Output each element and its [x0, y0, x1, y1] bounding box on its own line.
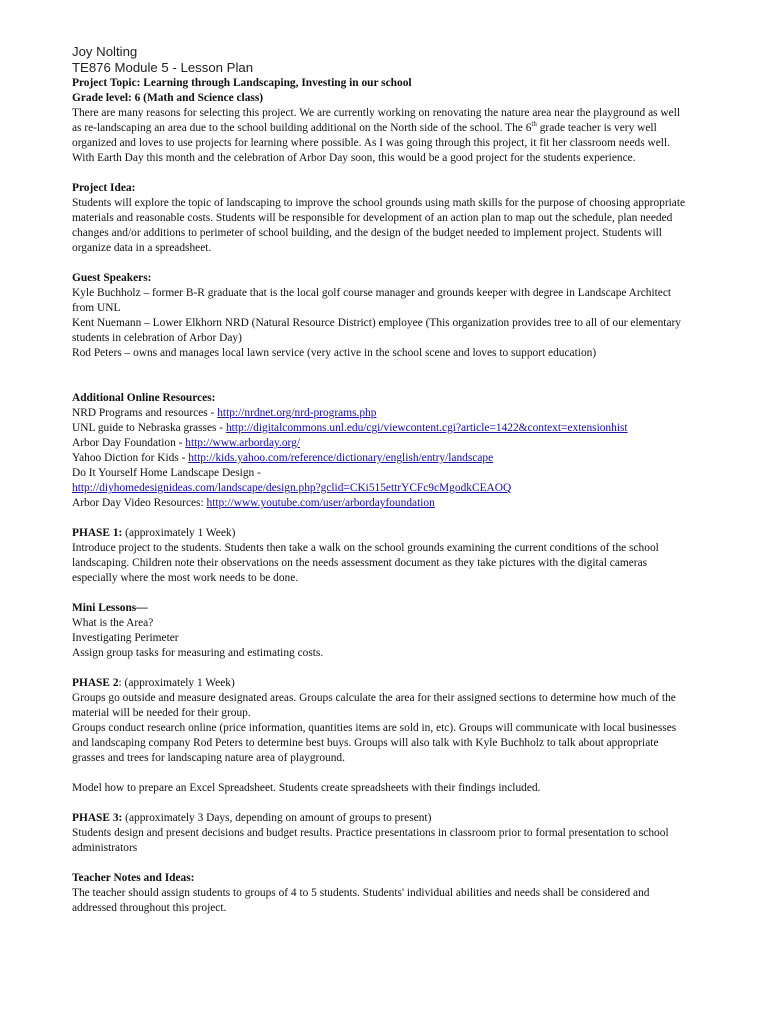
project-idea-text: Students will explore the topic of landscaping to improve the school grounds using math skills for the purpose of choosing appropriate materials and reasonable costs. Students will be responsible for development of an action plan to map out the schedule, plan needed changes and/or additions to perimeter of school building, and the design of the budget needed to implement project. Students will organize data in a spreadsheet.	[72, 197, 686, 254]
resource-item	[72, 406, 692, 421]
resource-label: Arbor Day Foundation -	[72, 437, 186, 449]
phase1-duration: (approximately 1 Week)	[122, 527, 236, 539]
module-title: TE876 Module 5 - Lesson Plan	[72, 60, 254, 75]
intro-text-1: There are many reasons for selecting this project. We are currently working on renovating the nature area near the playground as well as re-landscaping an area due to the school building additional on the North side of the school. The 6	[72, 107, 681, 134]
mini-lesson-item: Assign group tasks for measuring and estimating costs.	[72, 647, 324, 659]
resource-link[interactable]: http://diyhomedesignideas.com/landscape/design.php?gclid=CKi515ettrYCFc9cMgodkCEAOQ	[72, 482, 512, 494]
resource-item	[72, 496, 692, 511]
resource-label: NRD Programs and resources -	[72, 407, 218, 419]
project-topic: Project Topic: Learning through Landscaping, Investing in our school	[72, 77, 412, 89]
resource-item	[72, 481, 692, 496]
resource-link[interactable]: http://nrdnet.org/nrd-programs.php	[217, 407, 377, 419]
resource-item	[72, 451, 692, 466]
mini-lessons-heading: Mini Lessons—	[72, 602, 148, 614]
intro-text-2: grade teacher is very well organized and loves to use projects for learning where possible. As I was going through this project, it fit her classroom needs well. With Earth Day this month and the celebration of Arbor Day soon, this would be a good project for the students experience.	[72, 122, 670, 164]
project-idea-heading: Project Idea:	[72, 182, 136, 194]
ordinal-suffix: th	[531, 120, 537, 129]
author-name: Joy Nolting	[72, 44, 138, 59]
phase1-heading: PHASE 1:	[72, 527, 123, 539]
resource-link[interactable]: http://kids.yahoo.com/reference/dictionary/english/entry/landscape	[188, 452, 494, 464]
mini-lesson-item: What is the Area?	[72, 617, 154, 629]
guest-speaker-item: Kyle Buchholz – former B-R graduate that is the local golf course manager and grounds keeper with degree in Landscape Architect from UNL	[72, 287, 672, 314]
resources-heading: Additional Online Resources:	[72, 392, 216, 404]
grade-level: Grade level: 6 (Math and Science class)	[72, 92, 264, 104]
resource-label: Do It Yourself Home Landscape Design -	[72, 467, 261, 479]
phase3-text: Students design and present decisions and budget results. Practice presentations in classroom prior to formal presentation to school administrators	[72, 827, 669, 854]
phase1-text: Introduce project to the students. Students then take a walk on the school grounds examining the current conditions of the school landscaping. Children note their observations on the needs assessment document as they take pictures with the digital cameras especially where the most work needs to be done.	[72, 542, 659, 584]
phase1-title	[72, 526, 692, 541]
teacher-notes-heading: Teacher Notes and Ideas:	[72, 872, 195, 884]
resource-label: Yahoo Diction for Kids -	[72, 452, 189, 464]
guest-speaker-item: Rod Peters – owns and manages local lawn service (very active in the school scene and loves to support education)	[72, 347, 597, 359]
phase2-duration: : (approximately 1 Week)	[118, 677, 235, 689]
guest-speaker-item: Kent Nuemann – Lower Elkhorn NRD (Natural Resource District) employee (This organization provides tree to all of our elementary students in celebration of Arbor Day)	[72, 317, 681, 344]
guest-speakers-heading: Guest Speakers:	[72, 272, 152, 284]
resource-item	[72, 436, 692, 451]
resource-item	[72, 421, 692, 436]
resource-link[interactable]: http://digitalcommons.unl.edu/cgi/viewcontent.cgi?article=1422&context=extensionhist	[225, 422, 628, 434]
phase2-text: Model how to prepare an Excel Spreadsheet. Students create spreadsheets with their findings included.	[72, 782, 541, 794]
phase3-heading: PHASE 3:	[72, 812, 123, 824]
resource-label: UNL guide to Nebraska grasses -	[72, 422, 226, 434]
resource-label: Arbor Day Video Resources:	[72, 497, 207, 509]
phase2-heading: PHASE 2	[72, 677, 119, 689]
phase2-text: Groups go outside and measure designated areas. Groups calculate the area for their assigned sections to determine how much of the material will be needed for their group.	[72, 692, 676, 719]
phase2-title	[72, 676, 692, 691]
teacher-notes-text: The teacher should assign students to groups of 4 to 5 students. Students' individual abilities and needs shall be considered and addressed throughout this project.	[72, 887, 650, 914]
intro-paragraph	[72, 106, 692, 166]
phase2-text: Groups conduct research online (price information, quantities items are sold in, etc). Groups will communicate with local businesses and landscaping company Rod Peters to determine best buys. Groups will also talk with Kyle Buchholz to talk about appropriate grasses and trees for landscaping nature area of playground.	[72, 722, 677, 764]
phase3-title	[72, 811, 692, 826]
phase3-duration: (approximately 3 Days, depending on amount of groups to present)	[122, 812, 432, 824]
lesson-plan-document	[72, 44, 692, 916]
mini-lesson-item: Investigating Perimeter	[72, 632, 179, 644]
resource-link[interactable]: http://www.youtube.com/user/arbordayfoundation	[206, 497, 435, 509]
resource-link[interactable]: http://www.arborday.org/	[185, 437, 300, 449]
